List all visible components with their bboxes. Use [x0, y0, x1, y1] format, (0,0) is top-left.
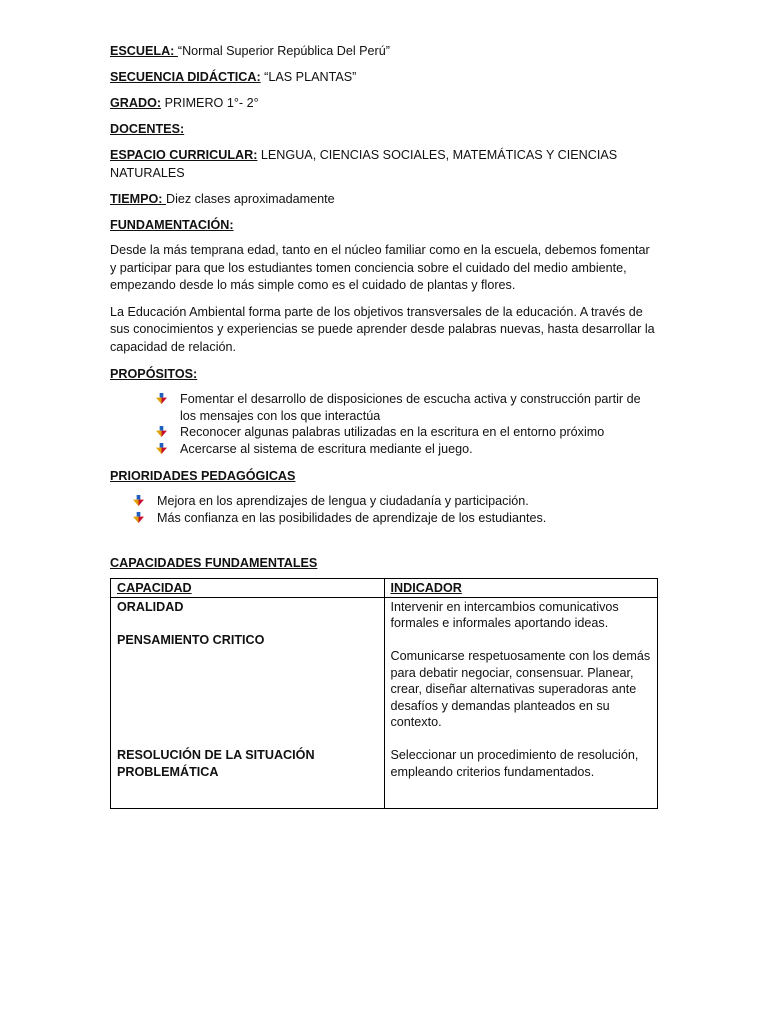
- fundamentacion-paragraph-2: La Educación Ambiental forma parte de los objetivos transversales de la educación. A través de sus conocimientos y experiencias se puede aprender desde palabras nuevas, hasta desarrollar la capacidad de relación.: [110, 304, 655, 354]
- escuela-label: ESCUELA:: [110, 44, 178, 58]
- arrow-bullet-icon: [133, 512, 144, 523]
- espacio-value: LENGUA, CIENCIAS SOCIALES, MATEMÁTICAS Y CIENCIAS NATURALES: [110, 148, 618, 180]
- capacidad-pensamiento: PENSAMIENTO CRITICO: [117, 632, 265, 647]
- propositos-heading: PROPÓSITOS:: [110, 367, 198, 381]
- escuela-value: “Normal Superior República Del Perú”: [177, 44, 390, 58]
- espacio-field: [110, 146, 658, 182]
- capacidad-oralidad: ORALIDAD: [117, 599, 184, 614]
- arrow-bullet-icon: [156, 443, 167, 454]
- capacidades-heading: CAPACIDADES FUNDAMENTALES: [110, 556, 318, 570]
- list-item-text: Fomentar el desarrollo de disposiciones de escucha activa y construcción partir de los mensajes con los que interactúa: [180, 392, 641, 423]
- indicador-3: Seleccionar un procedimiento de resolución, empleando criterios fundamentados.: [390, 748, 639, 779]
- arrow-bullet-icon: [133, 495, 144, 506]
- column-header-indicador: INDICADOR: [384, 579, 658, 598]
- list-item: [110, 424, 658, 441]
- capacidad-cell: [111, 597, 385, 808]
- arrow-bullet-icon: [156, 393, 167, 404]
- fundamentacion-heading: FUNDAMENTACIÓN:: [110, 218, 234, 232]
- prioridades-heading: PRIORIDADES PEDAGÓGICAS: [110, 469, 296, 483]
- capacidad-resolucion-line-2: PROBLEMÁTICA: [117, 764, 219, 779]
- capacidades-table: [110, 578, 658, 809]
- espacio-label: ESPACIO CURRICULAR:: [110, 148, 258, 162]
- secuencia-field: [110, 68, 658, 86]
- capacidad-resolucion-line-1: RESOLUCIÓN DE LA SITUACIÓN: [117, 748, 315, 762]
- list-item: [110, 441, 658, 458]
- grado-label: GRADO:: [110, 96, 162, 110]
- table-row: [111, 597, 658, 808]
- grado-value: PRIMERO 1°- 2°: [161, 96, 259, 110]
- indicador-1: Intervenir en intercambios comunicativos formales e informales aportando ideas.: [390, 599, 619, 630]
- document-page: [110, 42, 658, 809]
- arrow-bullet-icon: [156, 426, 167, 437]
- escuela-field: [110, 42, 658, 60]
- fundamentacion-paragraph-1: Desde la más temprana edad, tanto en el núcleo familiar como en la escuela, debemos fomentar y participar para que los estudiantes tomen conciencia sobre el cuidado del medio ambiente, empezando desde lo más simple como es el cuidado de plantas y flores.: [110, 243, 650, 292]
- list-item-text: Acercarse al sistema de escritura mediante el juego.: [180, 441, 473, 456]
- propositos-list: [110, 391, 658, 457]
- prioridades-list: [110, 493, 658, 526]
- tiempo-field: [110, 190, 658, 208]
- secuencia-label: SECUENCIA DIDÁCTICA:: [110, 70, 261, 84]
- column-header-capacidad: CAPACIDAD: [111, 579, 385, 598]
- indicador-2: Comunicarse respetuosamente con los demás para debatir negociar, consensuar. Planear, crear, diseñar alternativas superadoras ante desafíos y demandas planteados en su contexto.: [390, 649, 651, 729]
- docentes-field: [110, 120, 658, 138]
- list-item-text: Reconocer algunas palabras utilizadas en la escritura en el entorno próximo: [180, 425, 605, 439]
- list-item: [110, 493, 658, 510]
- table-header-row: [111, 579, 658, 598]
- secuencia-value: “LAS PLANTAS”: [260, 70, 357, 84]
- list-item-text: Más confianza en las posibilidades de aprendizaje de los estudiantes.: [157, 510, 547, 525]
- docentes-label: DOCENTES:: [110, 122, 185, 136]
- grado-field: [110, 94, 658, 112]
- list-item: [110, 510, 658, 527]
- tiempo-value: Diez clases aproximadamente: [165, 192, 335, 206]
- list-item-text: Mejora en los aprendizajes de lengua y ciudadanía y participación.: [157, 494, 529, 508]
- indicador-cell: [384, 597, 658, 808]
- list-item: [110, 391, 658, 424]
- tiempo-label: TIEMPO:: [110, 192, 166, 206]
